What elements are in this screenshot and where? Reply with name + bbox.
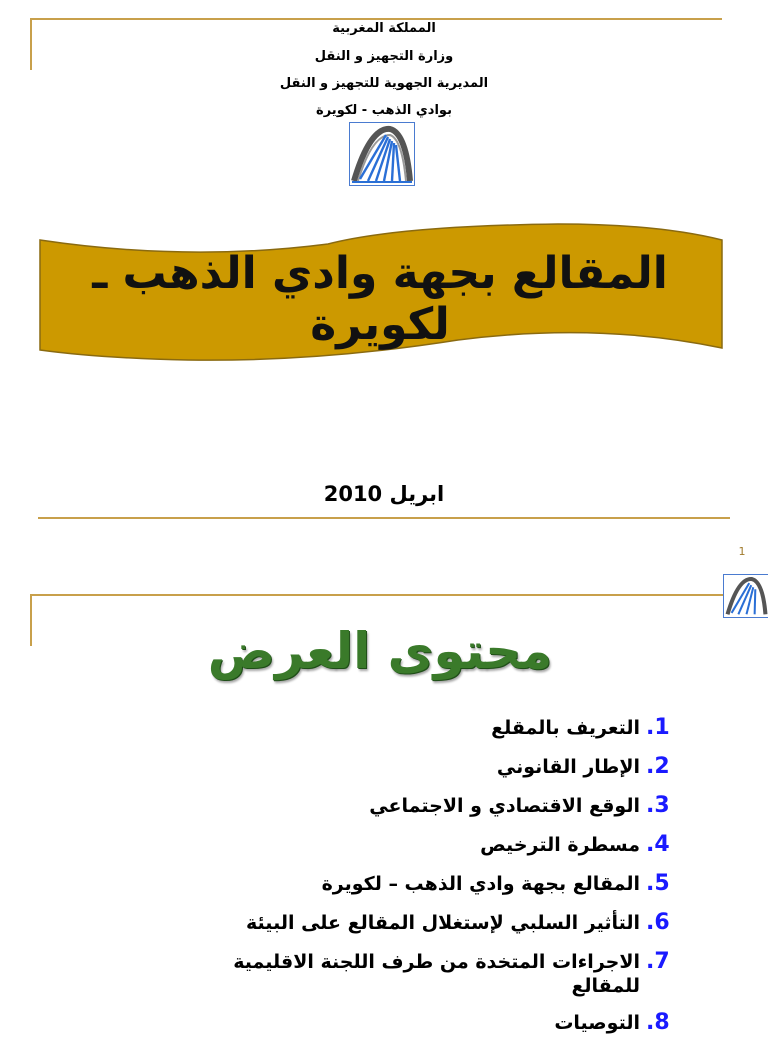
toc-item-text: الإطار القانوني (496, 756, 640, 778)
presentation-date: ابريل 2010 (323, 482, 445, 506)
toc-item (150, 792, 686, 820)
toc-item-number: .3 (646, 793, 670, 818)
toc-item-number: .5 (646, 871, 670, 896)
toc-item-text: المقالع بجهة وادي الذهب – لكويرة (321, 873, 640, 895)
toc-item-number: .2 (646, 754, 670, 779)
banner-title: المقالع بجهة وادي الذهب ـ لكويرة (92, 248, 668, 350)
slide1-top-border (30, 18, 722, 20)
toc-item (150, 753, 686, 781)
toc-item-number: .1 (646, 715, 670, 740)
toc-item (150, 948, 686, 998)
toc-item-number: .7 (646, 949, 670, 974)
page-number: 1 (738, 545, 746, 558)
toc-item-number: .4 (646, 832, 670, 857)
toc-item-text: الوقع الاقتصادي و الاجتماعي (369, 795, 640, 817)
ministry-logo-small-icon (723, 574, 768, 618)
header-ministry: وزارة التجهيز و النقل (314, 49, 454, 64)
slide1-bottom-border (38, 517, 730, 519)
table-of-contents (150, 714, 686, 1048)
toc-item (150, 831, 686, 859)
toc-item-text: التعريف بالمقلع (491, 717, 640, 739)
header-kingdom: المملكة المغربية (332, 21, 436, 36)
toc-item (150, 714, 686, 742)
header-directorate: المديرية الجهوية للتجهيز و النقل (279, 76, 489, 91)
header-region: بوادي الذهب - لكويرة (316, 103, 452, 118)
toc-item-text: التوصيات (554, 1012, 640, 1034)
toc-item-number: .8 (646, 1010, 670, 1035)
ministry-logo-icon (349, 122, 415, 186)
toc-item-text: مسطرة الترخيص (480, 834, 640, 856)
toc-item (150, 870, 686, 898)
toc-item-text: التأثير السلبي لإستغلال المقالع على البيئة (246, 912, 640, 934)
contents-title: محتوى العرض (207, 622, 553, 680)
toc-item-number: .6 (646, 910, 670, 935)
slide2-left-border (30, 594, 32, 646)
slide2-top-border (30, 594, 768, 596)
toc-item-text: الاجراءات المتخدة من طرف اللجنة الاقليمية للمقالع (233, 951, 640, 997)
toc-item (150, 1009, 686, 1037)
toc-item (150, 909, 686, 937)
